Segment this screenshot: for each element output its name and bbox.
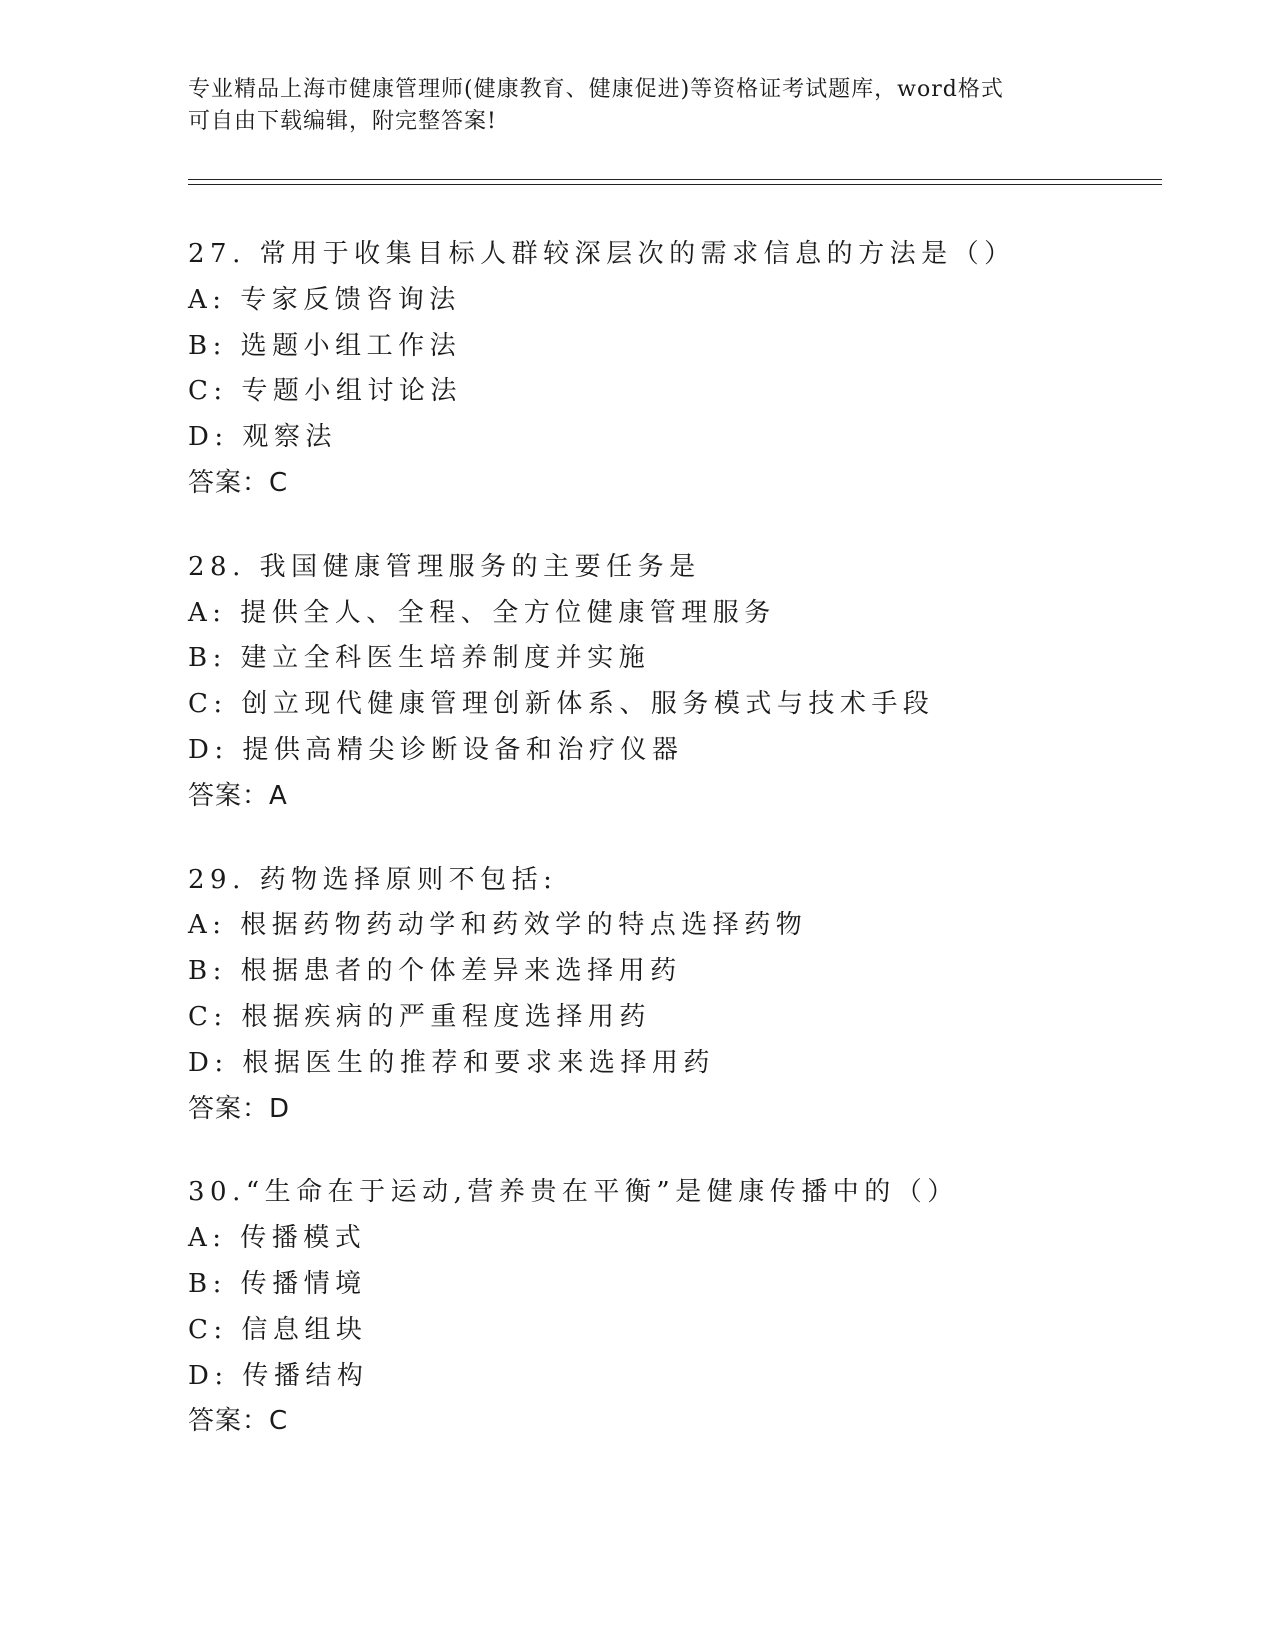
option-d: D: 根据医生的推荐和要求来选择用药 (188, 1047, 715, 1078)
option-a: A: 根据药物药动学和药效学的特点选择药物 (188, 910, 808, 941)
option-d: D: 传播结构 (188, 1360, 369, 1391)
option-b: B: 建立全科医生培养制度并实施 (188, 643, 651, 674)
header-divider-bottom (188, 184, 1162, 185)
header-divider-top (188, 179, 1162, 180)
option-c: C: 专题小组讨论法 (188, 376, 462, 407)
option-b: B: 选题小组工作法 (188, 330, 462, 361)
question-27 (188, 232, 1168, 507)
question-stem: 28. 我国健康管理服务的主要任务是 (188, 551, 701, 582)
option-a: A: 提供全人、全程、全方位健康管理服务 (188, 597, 776, 628)
option-a: A: 专家反馈咨询法 (188, 284, 461, 315)
question-29 (188, 858, 1168, 1133)
option-b: B: 传播情境 (188, 1268, 367, 1299)
answer: 答案：C (188, 1406, 289, 1437)
question-stem: 30.“生命在于运动,营养贵在平衡”是健康传播中的（） (188, 1177, 959, 1208)
option-c: C: 根据疾病的严重程度选择用药 (188, 1001, 651, 1032)
option-d: D: 提供高精尖诊断设备和治疗仪器 (188, 734, 684, 765)
question-list (188, 232, 1168, 1483)
question-stem: 29. 药物选择原则不包括: (188, 864, 558, 895)
question-30 (188, 1170, 1168, 1445)
question-stem: 27. 常用于收集目标人群较深层次的需求信息的方法是（） (188, 239, 1016, 269)
question-28 (188, 545, 1168, 820)
header-line-2: 可自由下载编辑，附完整答案! (188, 109, 497, 134)
option-a: A: 传播模式 (188, 1223, 367, 1254)
document-header (188, 74, 1068, 138)
option-c: C: 信息组块 (188, 1314, 368, 1345)
answer: 答案：A (188, 780, 288, 811)
option-c: C: 创立现代健康管理创新体系、服务模式与技术手段 (188, 689, 935, 720)
answer: 答案：D (188, 1093, 291, 1124)
option-b: B: 根据患者的个体差异来选择用药 (188, 956, 682, 987)
option-d: D: 观察法 (188, 422, 337, 453)
answer: 答案：C (188, 467, 289, 498)
header-line-1: 专业精品上海市健康管理师(健康教育、健康促进)等资格证考试题库，word格式 (188, 77, 1004, 102)
